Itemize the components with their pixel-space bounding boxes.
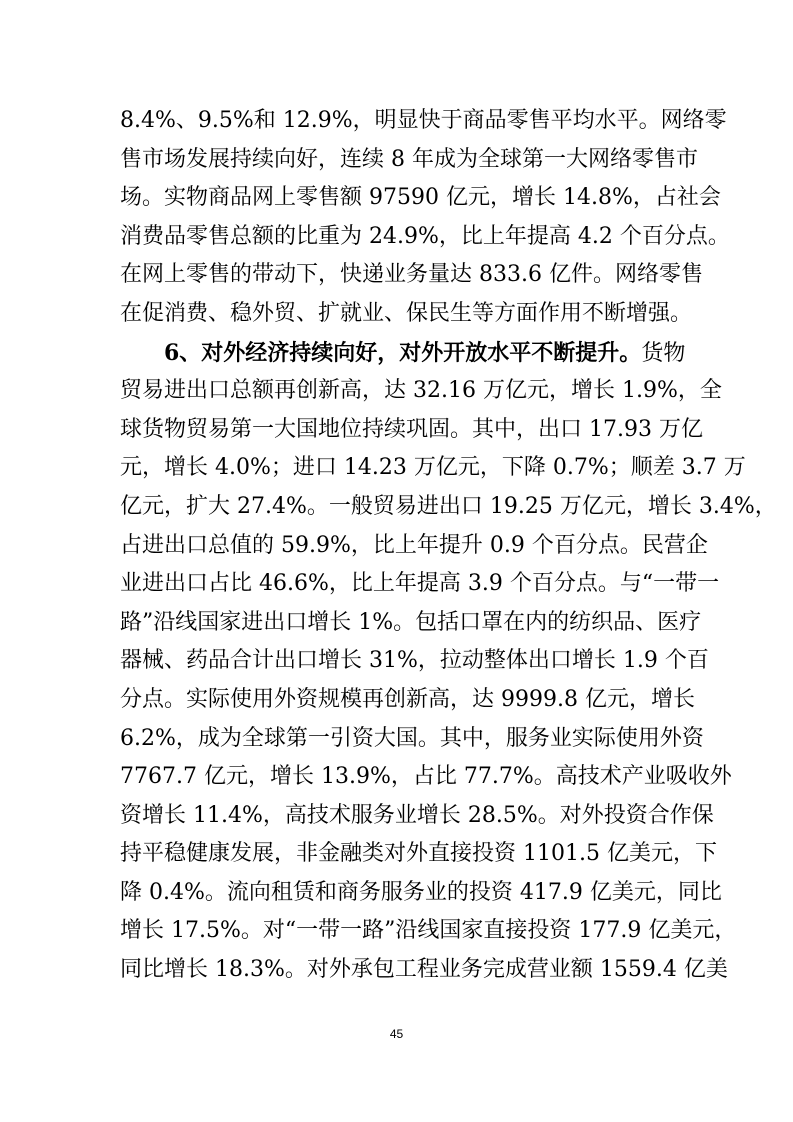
text-line: 售市场发展持续向好，连续 8 年成为全球第一大网络零售市 — [120, 146, 698, 172]
text-line: 占进出口总值的 59.9%，比上年提升 0.9 个百分点。民营企 — [120, 532, 708, 558]
paragraph-online-retail — [120, 102, 730, 334]
text-line: 6.2%，成为全球第一引资大国。其中，服务业实际使用外资 — [120, 725, 704, 751]
text-line: 路”沿线国家进出口增长 1%。包括口罩在内的纺织品、医疗 — [120, 609, 702, 635]
text-line: 持平稳健康发展，非金融类对外直接投资 1101.5 亿美元，下 — [120, 841, 717, 867]
page-number: 45 — [389, 1027, 404, 1041]
text-line: 降 0.4%。流向租赁和商务服务业的投资 417.9 亿美元，同比 — [120, 879, 722, 905]
text-line: 器械、药品合计出口增长 31%，拉动整体出口增长 1.9 个百 — [120, 648, 709, 674]
text-line: 8.4%、9.5%和 12.9%，明显快于商品零售平均水平。网络零 — [120, 108, 727, 133]
paragraph-foreign-economy — [120, 334, 777, 990]
text-line: 增长 17.5%。对“一带一路”沿线国家直接投资 177.9 亿美元， — [120, 918, 737, 944]
text-line: 在网上零售的带动下，快递业务量达 833.6 亿件。网络零售 — [120, 262, 703, 288]
document-body — [120, 102, 777, 990]
text-line: 业进出口占比 46.6%，比上年提高 3.9 个百分点。与“一带一 — [120, 571, 720, 597]
text-line: 贸易进出口总额再创新高，达 32.16 万亿元，增长 1.9%，全 — [120, 378, 722, 404]
section-heading: 6、对外经济持续向好，对外开放水平不断提升。 — [164, 339, 642, 366]
text-line — [120, 334, 686, 373]
text-line: 场。实物商品网上零售额 97590 亿元，增长 14.8%，占社会 — [120, 185, 721, 211]
text-line: 球货物贸易第一大国地位持续巩固。其中，出口 17.93 万亿 — [120, 416, 703, 442]
text-line: 资增长 11.4%，高技术服务业增长 28.5%。对外投资合作保 — [120, 802, 714, 828]
text-line: 同比增长 18.3%。对外承包工程业务完成营业额 1559.4 亿美 — [120, 957, 728, 983]
text-line: 元，增长 4.0%；进口 14.23 万亿元，下降 0.7%；顺差 3.7 万 — [120, 455, 746, 481]
text-line: 在促消费、稳外贸、扩就业、保民生等方面作用不断增强。 — [120, 300, 693, 326]
text-line: 亿元，扩大 27.4%。一般贸易进出口 19.25 万亿元，增长 3.4%， — [120, 493, 777, 519]
text-line: 消费品零售总额的比重为 24.9%，比上年提高 4.2 个百分点。 — [120, 223, 730, 249]
text-line: 7767.7 亿元，增长 13.9%，占比 77.7%。高技术产业吸收外 — [120, 764, 732, 790]
text-line: 分点。实际使用外资规模再创新高，达 9999.8 亿元，增长 — [120, 686, 695, 712]
text-run: 货物 — [641, 340, 686, 366]
